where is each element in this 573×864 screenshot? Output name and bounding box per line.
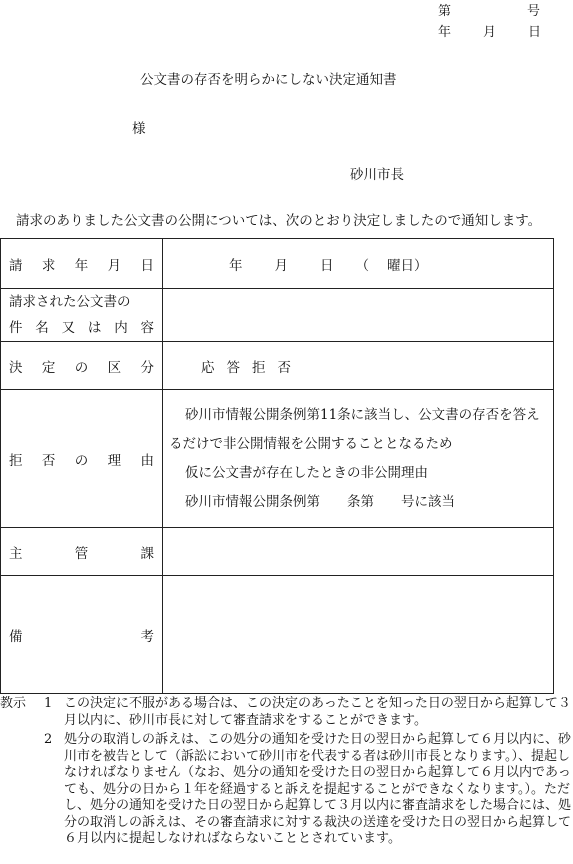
label-text: 請 求 年 月 日 [9,257,154,274]
label-text: 拒 否 の 理 由 [9,452,154,469]
table-row-document-name [1,289,554,342]
table-row-remarks [1,576,554,694]
label-line-1: 請求された公文書の [9,294,131,310]
label-text: 備 考 [9,628,154,645]
label-line-2: 件 名 又 は 内 容 [9,320,154,336]
label-decision [1,342,163,390]
instructions-heading: 教示 [0,696,27,711]
instruction-text: この決定に不服がある場合は、この決定のあったことを知った日の翌日から起算して３月以内に、砂川市長に対して審査請求をすることができます。 [64,696,571,728]
label-department [1,528,163,576]
number-suffix: 号 [527,4,541,19]
label-remarks [1,576,163,694]
request-month: 月 [274,257,288,274]
intro-text: 請求のありました公文書の公開については、次のとおり決定しましたので通知します。 [16,213,542,229]
label-text: 決 定 の 区 分 [9,359,154,376]
instruction-text: 処分の取消しの訴えは、この処分の通知を受けた日の翌日から起算して６月以内に、砂川市を被告として（訴訟において砂川市を代表する者は砂川市長となります。）、提起しなければなりません（なお、処分の通知を受けた日の翌日から起算して６月以内であっても、処分の日から１年を経過すると訴えを提起することができなくなります。）。ただし、処分の通知を受けた日の翌日から起算して３月以内に審査請求をした場合には、処分の取消しの訴えは、その審査請求に対する裁決の送達を受けた日の翌日から起算して６月以内に提起しなければならないこととされています。 [64,732,572,846]
date-month: 月 [483,25,497,40]
table-row-decision [1,342,554,390]
number-prefix: 第 [438,4,452,19]
value-remarks [163,576,554,694]
sender: 砂川市長 [350,167,404,183]
table-row-request-date [1,239,554,289]
reason-line-1: 砂川市情報公開条例第11条に該当し、公文書の存否を答え [185,406,540,423]
reason-line-3: 仮に公文書が存在したときの非公開理由 [185,464,428,481]
label-document-name [1,289,163,342]
decision-text: 応答拒否 [201,359,303,376]
value-reason [163,390,554,528]
label-reason [1,390,163,528]
weekday-open: （ [355,257,369,274]
value-document-name [163,289,554,342]
request-day: 日 [320,257,334,274]
label-text: 主 管 課 [9,545,154,562]
request-weekday: 曜日） [387,257,428,274]
document-number [438,0,540,19]
reason-line-4: 砂川市情報公開条例第 条第 号に該当 [185,493,455,510]
reason-line-2: るだけで非公開情報を公開することとなるため [169,435,453,452]
table-row-reason [1,390,554,528]
date-day: 日 [528,25,542,40]
request-year: 年 [229,257,243,274]
value-department [163,528,554,576]
decision-table [0,238,554,694]
value-request-date [163,239,554,289]
instruction-number: 2 [44,732,53,747]
value-decision [163,342,554,390]
addressee: 様 [132,121,146,137]
date-year: 年 [438,25,452,40]
instruction-number: 1 [44,696,53,711]
table-row-department [1,528,554,576]
document-date [438,21,541,40]
document-title: 公文書の存否を明らかにしない決定通知書 [140,72,397,88]
label-request-date [1,239,163,289]
